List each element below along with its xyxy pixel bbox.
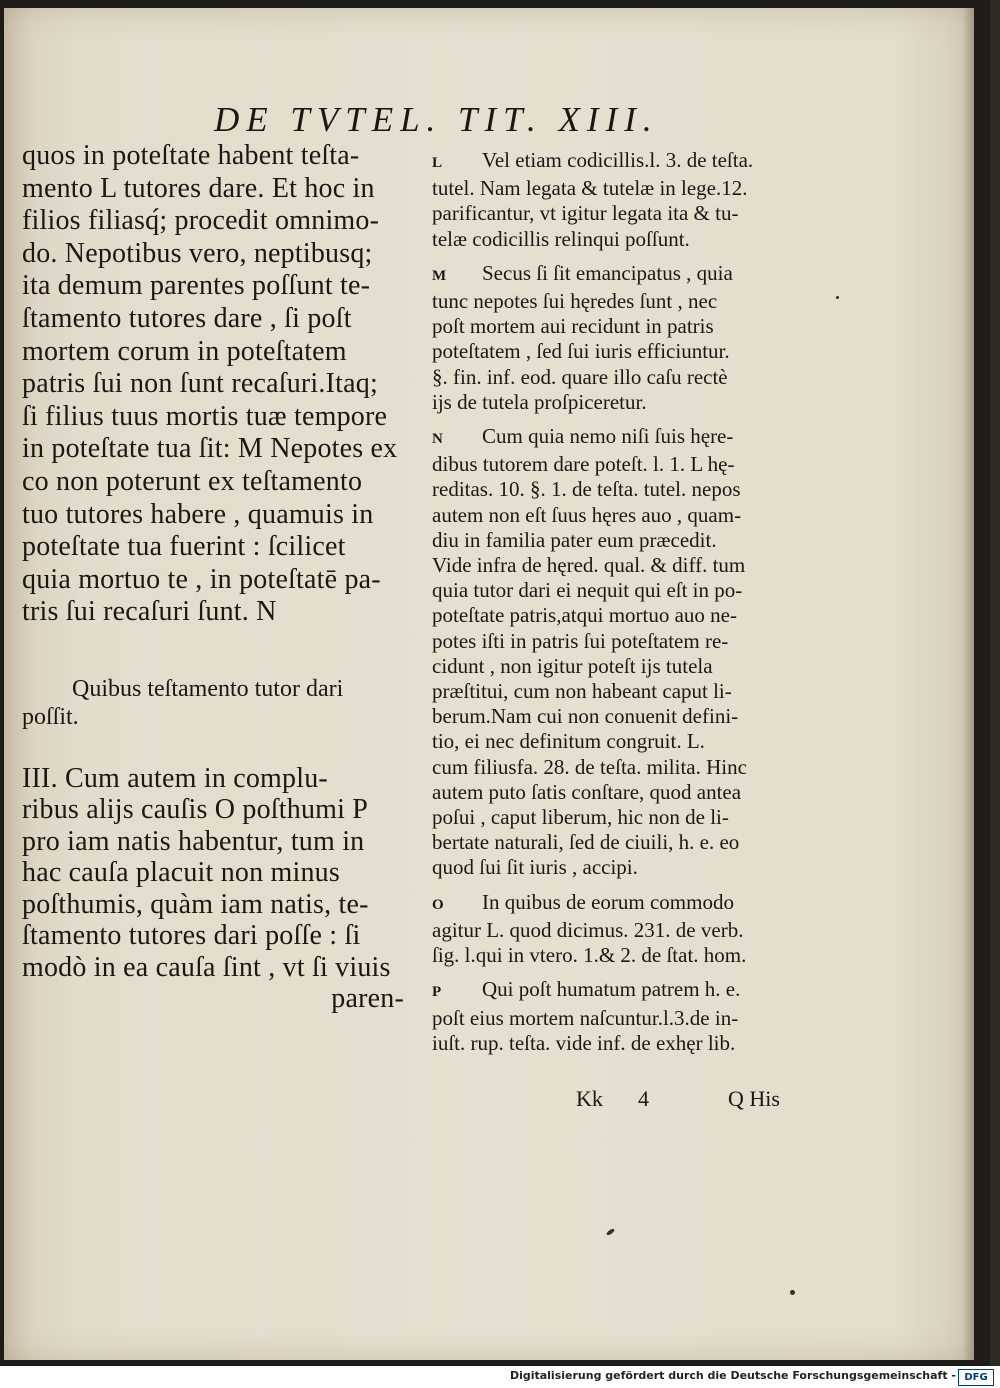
text-line: III. Cum autem in complu- [22,762,328,794]
text-line: tuo tutores habere , quamuis in [22,498,374,530]
text-line: pro iam natis habentur, tum in [22,825,365,857]
note-line: tunc nepotes ſui hęredes ſunt , nec [432,289,718,314]
page-footer [576,1086,826,1112]
note-line: Vel etiam codicillis.l. 3. de teſta. [482,148,754,172]
note-line: diu in familia pater eum præcedit. [432,527,717,552]
note-line: tutel. Nam legata & tutelæ in lege.12. [432,176,748,201]
text-line: ſtamento tutores dari poſſe : ſi [22,920,361,952]
section-heading [22,675,412,731]
note-line: poſt eius mortem naſcuntur.l.3.de in- [432,1005,739,1030]
note-line: In quibus de eorum commodo [482,889,734,914]
text-line: co non poterunt ex teſtamento [22,465,363,497]
note-L [432,148,822,252]
book-page [4,8,974,1360]
catchword-right: Q His [728,1086,780,1111]
note-line: autem non eſt ſuus hęres auo , quam- [432,502,742,527]
ink-speck [606,1228,616,1236]
ink-speck [836,296,839,299]
note-line: poſt mortem aui recidunt in patris [432,314,714,339]
note-line: §. fin. inf. eod. quare illo caſu rectè [432,364,728,389]
note-line: bertate naturali, ſed de ciuili, h. e. eo [432,830,740,855]
section-heading-line: poſſit. [22,703,79,730]
text-line: ſi filius tuus mortis tuæ tempore [22,400,388,432]
text-line: do. Nepotibus vero, neptibusq; [22,237,373,269]
note-line: autem puto ſatis conſtare, quod antea [432,779,742,804]
main-text-column [22,140,412,1015]
note-line: parificantur, vt igitur legata ita & tu- [432,201,739,226]
note-line: poteſtate patris,atqui mortuo auo ne- [432,603,737,628]
text-line: ribus alijs cauſis O poſthumi P [22,794,369,826]
note-line: telæ codicillis relinqui poſſunt. [432,226,690,251]
main-text-paragraph [22,140,412,629]
note-line: berum.Nam cui non conuenit defini- [432,704,739,729]
text-line: ſtamento tutores dare , ſi poſt [22,302,352,334]
note-line: quod ſui ſit iuris , accipi. [432,855,638,880]
note-line: præſtitui, cum non habeant caput li- [432,679,732,704]
signature-number: 4 [638,1086,649,1111]
note-line: ijs de tutela proſpiceretur. [432,389,647,414]
section-heading-line: Quibus teſtamento tutor dari [72,675,344,702]
dfg-logo: DFG [958,1369,994,1386]
note-line: cum filiusfa. 28. de teſta. milita. Hinc [432,754,747,779]
text-line: poſthumis, quàm iam natis, te- [22,888,369,920]
signature-mark: Kk [576,1086,603,1111]
text-line: ita demum parentes poſſunt te- [22,270,371,302]
page-edge-shadow [962,8,974,1360]
text-line: mento L tutores dare. Et hoc in [22,172,375,204]
digitization-bar [0,1366,1000,1388]
note-marker: M [432,267,447,284]
note-marker: L [432,155,443,171]
note-line: dibus tutorem dare poteſt. l. 1. L hę- [432,452,735,477]
text-line: mortem corum in poteſtatem [22,335,347,367]
note-line: reditas. 10. §. 1. de teſta. tutel. nepos [432,477,741,502]
notes-column [432,148,822,1065]
catchword-left: paren- [331,983,404,1015]
section-paragraph [22,763,412,1015]
note-line: ſig. l.qui in vtero. 1.& 2. de ſtat. hom. [432,943,747,968]
note-P [432,977,822,1056]
note-line: cidunt , non igitur poteſt ijs tutela [432,653,713,678]
note-line: iuſt. rup. teſta. vide inf. de exhęr lib. [432,1030,736,1055]
text-line: filios filiasq́; procedit omnimo- [22,205,380,237]
note-marker: N [432,431,443,448]
text-line: patris ſui non ſunt recaſuri.Itaq; [22,368,378,400]
note-marker: O [432,896,444,913]
note-line: poteſtatem , ſed ſui iuris efficiuntur. [432,339,730,364]
note-line: Secus ſi ſit emancipatus , quia [482,260,733,285]
ink-speck [790,1290,795,1295]
text-line: tris ſui recaſuri ſunt. N [22,596,277,628]
note-M [432,261,822,415]
text-line: quos in poteſtate habent teſta- [22,140,360,171]
note-line: Vide infra de hęred. qual. & diff. tum [432,553,746,578]
note-line: Qui poſt humatum patrem h. e. [482,977,741,1002]
digitization-notice: Digitalisierung gefördert durch die Deutsche Forschungsgemeinschaft - [509,1369,956,1382]
note-line: quia tutor dari ei nequit qui eſt in po- [432,578,743,603]
note-line: potes iſti in patris ſui poteſtatem re- [432,628,729,653]
note-N [432,424,822,881]
note-marker: P [432,984,442,1001]
text-line: hac cauſa placuit non minus [22,857,340,889]
note-line: tio, ei nec definitum congruit. L. [432,729,705,754]
text-line: modò in ea cauſa ſint , vt ſi viuis [22,951,391,983]
text-line: in poteſtate tua ſit: M Nepotes ex [22,433,398,465]
text-line: poteſtate tua fuerint : ſcilicet [22,531,346,563]
note-line: Cum quia nemo niſi ſuis hęre- [482,424,734,449]
note-line: poſui , caput liberum, hic non de li- [432,805,729,830]
note-O [432,890,822,969]
running-head: DE TVTEL. TIT. XIII. [214,100,659,139]
text-line: quia mortuo te , in poteſtatē pa- [22,563,381,595]
note-line: agitur L. quod dicimus. 231. de verb. [432,917,744,942]
